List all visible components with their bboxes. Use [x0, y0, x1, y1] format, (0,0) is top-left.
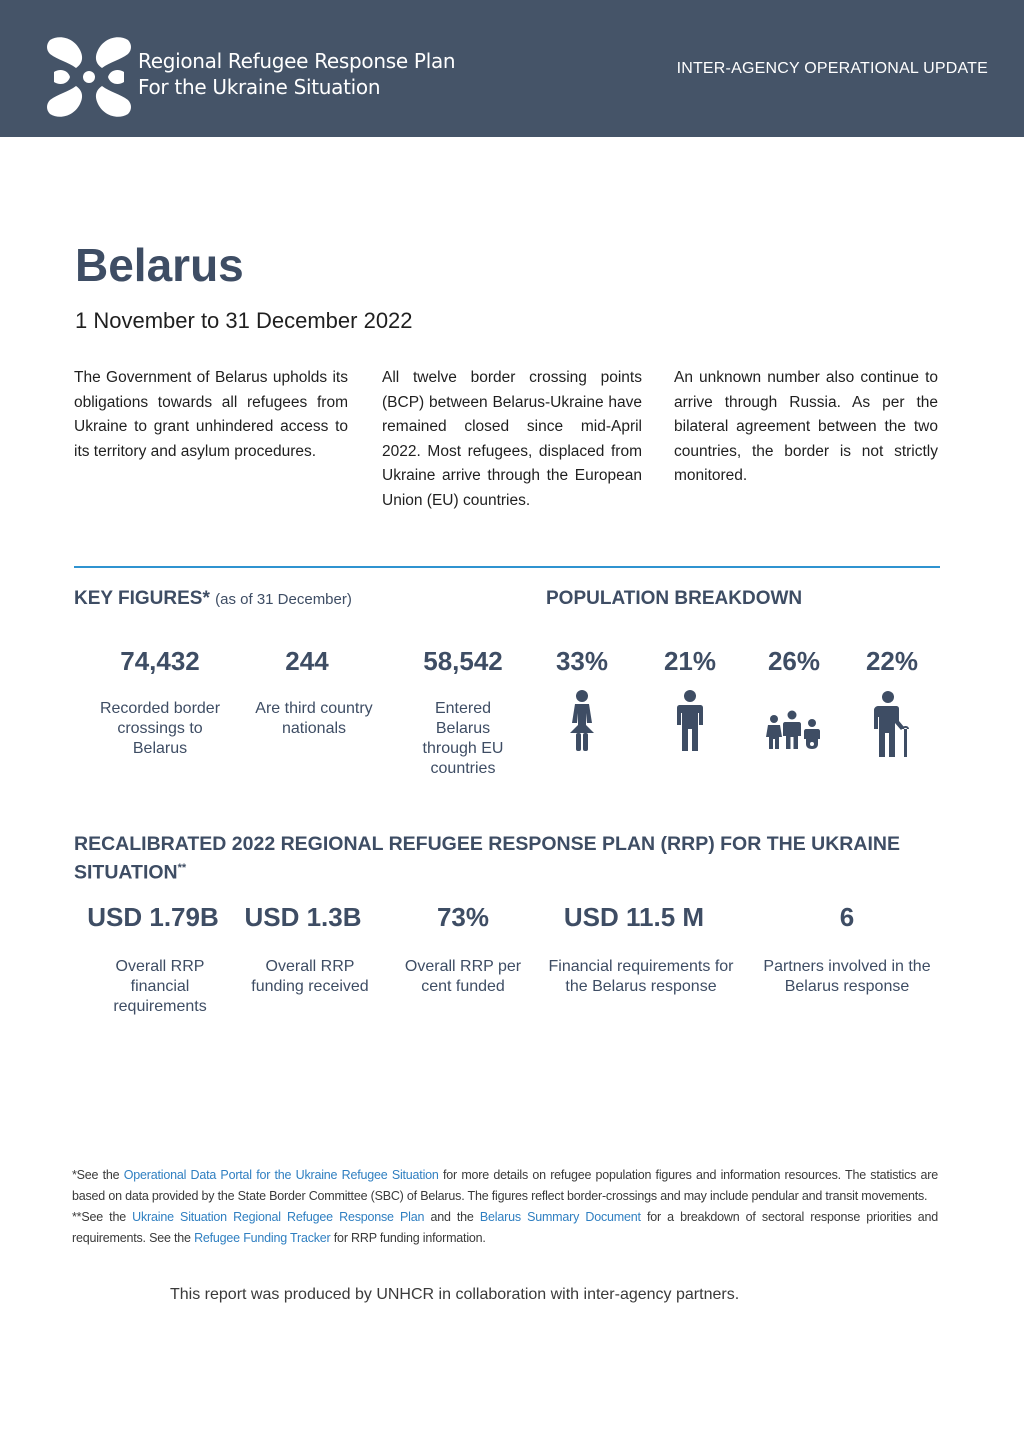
elderly-person-icon	[864, 689, 920, 759]
brand-name	[138, 48, 455, 100]
rrp-heading	[74, 832, 954, 885]
intro-paragraph-3: An unknown number also continue to arrive through Russia. As per the bilateral agreement between the two countries, the border is not strictly monitored.	[674, 369, 938, 484]
regional-rrp-link[interactable]: Ukraine Situation Regional Refugee Response Plan	[132, 1210, 425, 1224]
footnote-text: for more details on refugee population figures and information resources. The statistics are based on data provided by the State Border Committee (SBC) of Belarus. The figures reflect border-crossings and may include pendular and transit movements.	[72, 1168, 938, 1203]
rrp-figure-value: USD 11.5 M	[563, 902, 705, 932]
population-value: 21%	[663, 646, 717, 676]
rrp-figure-belarus-requirements	[538, 902, 744, 997]
key-figure-value: 58,542	[423, 646, 503, 676]
intro-paragraph-2: All twelve border crossing points (BCP) between Belarus-Ukraine have remained closed since mid-April 2022. Most refugees, displaced from Ukraine arrive through the European Union (EU) countries.	[382, 369, 642, 509]
rrp-figure-label: Financial requirements for the Belarus response	[548, 958, 734, 995]
footnote-1	[72, 1165, 938, 1207]
belarus-summary-link[interactable]: Belarus Summary Document	[479, 1210, 641, 1224]
date-range: 1 November to 31 December 2022	[75, 308, 413, 333]
rrp-figure-label: Partners involved in the Belarus response	[763, 958, 931, 995]
key-figures-date: (as of 31 December)	[215, 591, 352, 608]
key-figure-eu-entries	[398, 646, 528, 779]
key-figure-label: Recorded border crossings to Belarus	[99, 700, 221, 757]
rrp-figure-value: USD 1.79B	[87, 902, 219, 932]
rrp-figure-value: USD 1.3B	[244, 902, 362, 932]
population-elderly	[852, 646, 932, 759]
key-figure-label: Entered Belarus through EU countries	[422, 700, 504, 777]
key-figure-value: 74,432	[120, 646, 200, 676]
footnote-text: **See the	[72, 1210, 133, 1224]
brand-line-2: For the Ukraine Situation	[138, 75, 381, 99]
population-heading: POPULATION BREAKDOWN	[546, 588, 803, 609]
key-figure-crossings	[90, 646, 230, 759]
population-value: 22%	[865, 646, 919, 676]
footnote-text: for RRP funding information.	[330, 1231, 486, 1245]
rrp-logo-icon	[44, 32, 134, 122]
rrp-figure-percent-funded	[398, 902, 528, 997]
population-women	[542, 646, 622, 753]
key-figures-heading	[74, 588, 352, 610]
population-value: 33%	[555, 646, 609, 676]
woman-icon	[562, 689, 602, 753]
refugee-funding-tracker-link[interactable]: Refugee Funding Tracker	[194, 1231, 331, 1245]
key-figure-third-country	[244, 646, 384, 739]
section-divider	[74, 566, 940, 568]
rrp-figure-received	[240, 902, 380, 997]
page-title: Belarus	[75, 239, 244, 291]
report-credit: This report was produced by UNHCR in collaboration with inter-agency partners.	[170, 1286, 740, 1303]
footnote-text: for a breakdown of sectoral response priorities and requirements. See the	[72, 1210, 939, 1245]
footnote-text: and the	[424, 1210, 480, 1224]
population-children	[754, 646, 834, 753]
children-icon	[762, 689, 826, 753]
page-header	[0, 0, 1024, 137]
rrp-figure-label: Overall RRP funding received	[251, 958, 369, 995]
key-figure-label: Are third country nationals	[255, 700, 373, 737]
rrp-heading-text: RECALIBRATED 2022 REGIONAL REFUGEE RESPONSE PLAN (RRP) FOR THE UKRAINE SITUATION	[74, 833, 900, 884]
rrp-figure-partners	[752, 902, 942, 997]
key-figures-title: KEY FIGURES*	[74, 588, 210, 609]
rrp-figure-value: 73%	[436, 902, 490, 932]
key-figure-value: 244	[285, 646, 329, 676]
footnote-text: *See the	[72, 1168, 124, 1182]
intro-paragraph-1: The Government of Belarus upholds its obligations towards all refugees from Ukraine to grant unhindered access to its territory and asylum procedures.	[74, 369, 348, 460]
footnotes	[72, 1165, 938, 1249]
footnote-2	[72, 1207, 938, 1249]
population-men	[650, 646, 730, 753]
rrp-heading-footnote-mark: **	[177, 862, 187, 874]
population-value: 26%	[767, 646, 821, 676]
rrp-figure-value: 6	[839, 902, 855, 932]
man-icon	[670, 689, 710, 753]
header-tagline: INTER-AGENCY OPERATIONAL UPDATE	[676, 60, 988, 77]
rrp-figure-requirements	[80, 902, 240, 1017]
rrp-figure-label: Overall RRP per cent funded	[404, 958, 522, 995]
brand-line-1: Regional Refugee Response Plan	[138, 49, 456, 73]
rrp-figure-label: Overall RRP financial requirements	[113, 958, 207, 1015]
operational-data-portal-link[interactable]: Operational Data Portal for the Ukraine Refugee Situation	[123, 1168, 439, 1182]
